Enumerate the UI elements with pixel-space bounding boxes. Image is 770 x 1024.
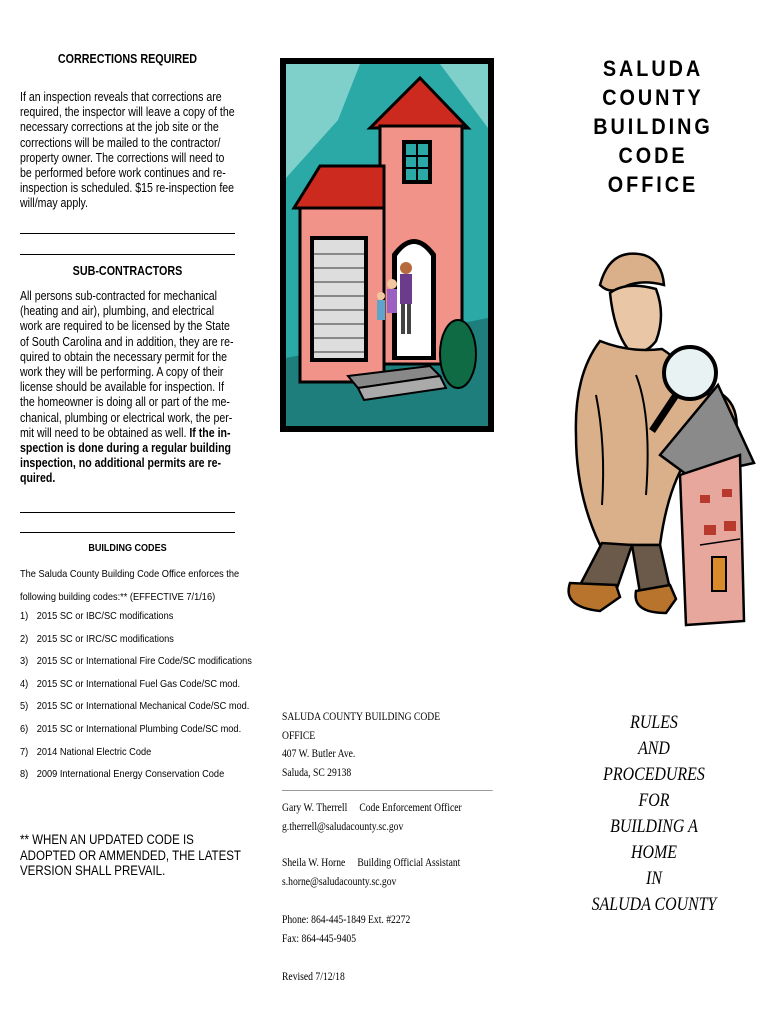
office-contact-block [282, 708, 467, 987]
page-title: SALUDA COUNTY BUILDING CODE OFFICE [593, 56, 713, 197]
inspector-illustration [540, 245, 760, 630]
codes-intro-line: following building codes:** (EFFECTIVE 7/1/16) [20, 590, 216, 603]
subcontractors-text [20, 289, 235, 487]
contact-row: Gary W. Therrell Code Enforcement Officer [282, 802, 462, 814]
code-item: 5) 2015 SC or International Mechanical Code/SC mod. [20, 700, 250, 713]
office-address: 407 W. Butler Ave. [282, 748, 356, 760]
office-phone: Phone: 864-445-1849 Ext. #2272 [282, 914, 411, 926]
office-divider [282, 790, 493, 791]
building-codes-heading: BUILDING CODES [88, 542, 167, 554]
subcontractors-body: All persons sub-contracted for mechanical (heating and air), plumbing, and electrical work are required to be licensed by the State of South Carolina and in addition, they are re-quired to obtain the necessary permit for the work they will be performing. A copy of their license should be available for inspection. If the homeowner is doing all or part of the me-chanical, plumbing or electrical work, the per-mit will need to be obtained as well. [20, 289, 234, 440]
office-city: Saluda, SC 29138 [282, 766, 352, 779]
code-update-note: ** WHEN AN UPDATED CODE IS ADOPTED OR AMMENDED, THE LATEST VERSION SHALL PREVAIL. [20, 832, 241, 879]
subcontractors-bold-note: If the in-spection is done during a regular building inspection, no additional permits are re-quired. [20, 425, 232, 486]
code-item: 4) 2015 SC or International Fuel Gas Code/SC mod. [20, 677, 241, 690]
code-item: 2) 2015 SC or IRC/SC modifications [20, 632, 174, 645]
revised-date: Revised 7/12/18 [282, 971, 345, 983]
divider [20, 254, 235, 255]
codes-intro-line: The Saluda County Building Code Office enforces the [20, 568, 240, 580]
house-illustration [280, 58, 494, 432]
corrections-heading: CORRECTIONS REQUIRED [57, 52, 198, 66]
office-name: SALUDA COUNTY BUILDING CODE OFFICE [282, 711, 441, 742]
office-fax: Fax: 864-445-9405 [282, 932, 357, 945]
building-codes-list [20, 605, 252, 786]
brochure-subtitle: RULES AND PROCEDURES FOR BUILDING A HOME IN SALUDA COUNTY [591, 713, 717, 915]
code-item: 1) 2015 SC or IBC/SC modifications [20, 610, 174, 622]
contact-email: s.horne@saludacounty.sc.gov [282, 875, 397, 888]
subcontractors-heading: SUB-CONTRACTORS [72, 264, 183, 278]
contact-email: g.therrell@saludacounty.sc.gov [282, 820, 404, 833]
divider [20, 233, 235, 234]
code-item: 7) 2014 National Electric Code [20, 745, 152, 758]
corrections-text: If an inspection reveals that corrections are required, the inspector will leave a copy of the necessary corrections at the job site or the corrections will be mailed to the contractor/ property owner. The corrections will need to be performed before work continues and re-inspection is scheduled. $15 re-inspection fee will/may apply. [20, 90, 235, 211]
code-item: 3) 2015 SC or International Fire Code/SC modifications [20, 655, 252, 668]
building-codes-intro [20, 563, 240, 608]
code-item: 8) 2009 International Energy Conservation Code [20, 768, 225, 781]
divider [20, 512, 235, 513]
divider [20, 532, 235, 533]
contact-row: Sheila W. Horne Building Official Assistant [282, 857, 461, 869]
code-item: 6) 2015 SC or International Plumbing Code/SC mod. [20, 722, 242, 735]
